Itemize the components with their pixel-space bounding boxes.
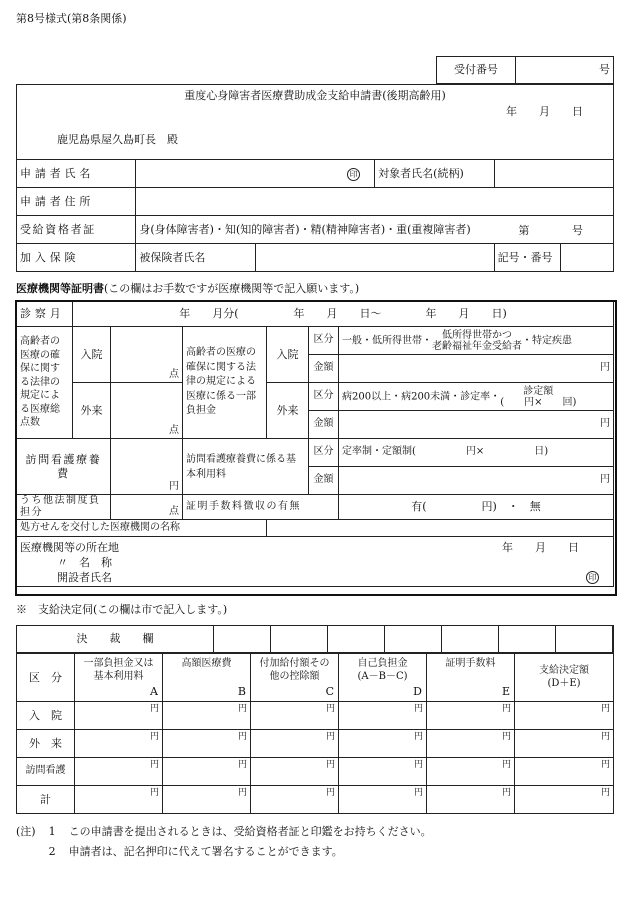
visit-nursing-label: 訪問看護療養費 [17,439,111,495]
amount-cell[interactable] [163,730,251,758]
col-c-letter: C [325,685,334,699]
yen-unit: 円 [413,788,423,798]
receipt-box [436,56,614,84]
addressee: 鹿児島県屋久島町長 殿 [57,133,178,146]
col-d [339,654,427,702]
col-f-line2: (D＋E) [547,677,581,689]
inpatient-kubun-c: ・特定疾患 [522,335,572,346]
institution-name-label: 〃 名 称 [57,556,112,569]
decision-mark: ※ [16,603,27,616]
applicant-address-field[interactable] [136,188,614,216]
institution-seal [586,570,599,584]
applicant-name-label: 申請者氏名 [17,160,136,188]
amount-cell[interactable] [75,758,163,786]
amount-cell[interactable] [427,730,515,758]
amount-cell[interactable] [75,786,163,814]
col-d-letter: D [413,685,422,699]
table-row [17,786,614,814]
ruling-cell[interactable] [442,626,499,653]
amount-cell[interactable] [163,786,251,814]
col-f-line1: 支給決定額 [539,665,589,676]
points-unit: 点 [169,424,179,436]
outpatient-points-field[interactable] [111,383,183,439]
yen-unit: 円 [413,732,423,742]
symbol-number-cell[interactable] [494,244,613,272]
prescription-label: 処方せんを交付した医療機関の名称 [17,520,267,537]
cert-types: 身(身体障害者)・知(知的障害者)・精(精神障害者)・重(重複障害者) [139,222,471,236]
col-c-line2: 他の控除額 [269,670,320,682]
amount-cell[interactable] [339,702,427,730]
application-table [16,84,614,272]
amount-cell[interactable] [251,758,339,786]
yen-unit: 円 [600,732,610,742]
col-f [515,654,614,702]
application-header [17,85,614,160]
medical-heading-note: (この欄はお手数ですが医療機関等で記入願います。) [104,282,360,295]
amount-cell[interactable] [251,730,339,758]
cert-fee-field[interactable]: 有( 円) ・ 無 [339,495,614,520]
col-e-letter: E [501,685,510,699]
inpatient-label: 入院 [73,327,111,383]
receipt-label: 受付番号 [437,57,516,84]
yen-unit: 円 [325,788,335,798]
amount-label: 金額 [309,411,339,439]
yen-unit: 円 [600,760,610,770]
visit-amount-field[interactable] [339,467,614,495]
seal-icon: 印 [586,571,599,584]
amount-cell[interactable] [339,730,427,758]
row-label: 訪問看護 [17,758,75,786]
subject-name-label: 対象者氏名(続柄) [375,160,494,188]
points-unit: 点 [169,368,179,380]
outpatient-label: 外来 [73,383,111,439]
subject-name-field[interactable] [494,160,613,188]
kubun-label: 区分 [309,383,339,411]
amount-cell[interactable] [515,730,614,758]
outpatient-kubun: 病200以上・病200未満・診定率・ [342,391,501,402]
col-c [251,654,339,702]
ruling-label: 決 裁 欄 [17,626,214,653]
decision-table [16,653,614,814]
amount-cell[interactable] [251,786,339,814]
note-num: 2 [48,845,56,858]
visit-nursing-basic-label: 訪問看護療養費に係る基本利用料 [183,439,309,495]
row-label: 外 来 [17,730,75,758]
applicant-address-label: 申請者住所 [17,188,136,216]
row-label: 入 院 [17,702,75,730]
yen-unit: 円 [413,760,423,770]
col-e [427,654,515,702]
medical-table [16,301,614,587]
other-law-label: うち他法制度負担分 [17,495,111,520]
notes-prefix: (注) [16,825,36,838]
inpatient-amount-field[interactable] [339,355,614,383]
yen-unit: 円 [149,760,159,770]
ruling-cell[interactable] [499,626,556,653]
medical-heading-row [16,283,359,294]
decision-heading: 支給決定伺 [38,603,93,616]
fixed-amount-formula: ( 円× 回) [500,396,577,408]
cert-fee-label: 証明手数料徴収の有無 [183,495,339,520]
col-b [163,654,251,702]
ruling-cell[interactable] [556,626,613,653]
cert-no-prefix: 第 [518,224,530,237]
amount-cell[interactable] [163,758,251,786]
table-row [17,758,614,786]
yen-unit: 円 [501,760,511,770]
cert-label: 受給資格者証 [17,216,136,244]
inpatient-points-field[interactable] [111,327,183,383]
application-date[interactable]: 年 月 日 [506,105,583,118]
amount-cell[interactable] [515,758,614,786]
col-a [75,654,163,702]
col-b-letter: B [237,685,246,699]
insured-name-field[interactable] [255,244,494,272]
decision-heading-row [16,604,227,615]
symbol-number-label: 記号・番号 [497,250,553,264]
yen-unit: 円 [600,362,610,374]
yen-unit: 円 [501,704,511,714]
table-row [17,702,614,730]
col-c-line1: 付加給付額その [259,658,330,669]
amount-cell[interactable] [339,786,427,814]
application-title: 重度心身障害者医療費助成金支給申請書(後期高齢用) [184,89,446,102]
amount-label: 金額 [309,467,339,495]
insured-name-label: 被保険者氏名 [136,244,255,272]
note-num: 1 [48,825,56,838]
yen-unit: 円 [237,704,247,714]
cert-field[interactable] [136,216,614,244]
decision-heading-note: (この欄は市で記入します。) [93,603,228,616]
inpatient-kubun-b2: 老齢福祉年金受給者 [432,340,522,352]
outpatient-amount-field[interactable] [339,411,614,439]
medical-heading: 医療機関等証明書 [16,282,104,295]
cert-no-suffix: 号 [572,224,583,237]
amount-cell[interactable] [427,702,515,730]
yen-unit: 円 [600,704,610,714]
form-number: 第8号様式(第8条関係) [16,12,127,25]
month-label: 診察月 [17,302,73,327]
amount-cell[interactable] [427,758,515,786]
copay-label: 高齢者の医療の確保に関する法律の規定による医療に係る一部負担金 [183,327,267,439]
col-a-letter: A [150,685,158,699]
visit-kubun-field[interactable]: 定率制・定額制( 円× 日) [339,439,614,467]
yen-unit: 円 [149,704,159,714]
ruling-cell[interactable] [613,626,614,653]
ruling-cell[interactable] [214,626,271,653]
kubun-label: 区分 [309,327,339,355]
yen-unit: 円 [413,704,423,714]
yen-unit: 円 [237,788,247,798]
table-row [17,730,614,758]
amount-cell[interactable] [427,786,515,814]
seal-icon: 印 [347,168,360,181]
col-kubun: 区 分 [17,654,75,702]
col-a-line1: 一部負担金又は [83,658,154,669]
founder-label: 開設者氏名 [57,571,112,584]
visit-nursing-field[interactable] [111,439,183,495]
amount-cell[interactable] [75,730,163,758]
inpatient-kubun-b1: 低所得世帯かつ [442,329,512,341]
yen-unit: 円 [325,704,335,714]
note-1 [16,826,432,837]
outpatient-kubun-field[interactable] [339,383,614,411]
yen-unit: 円 [237,760,247,770]
other-law-field[interactable] [111,495,183,520]
yen-unit: 円 [149,732,159,742]
institution-block[interactable] [17,537,614,587]
inpatient-kubun-a: 一般・低所得世帯・ [342,335,432,346]
institution-date[interactable]: 年 月 日 [502,541,579,554]
row-label: 計 [17,786,75,814]
note-2 [16,846,343,857]
yen-unit: 円 [600,788,610,798]
yen-unit: 円 [600,474,610,486]
amount-cell[interactable] [75,702,163,730]
col-d-line1: 自己負担金 [357,658,408,669]
elderly-points-label: 高齢者の医療の確保に関する法律の規定による医療総点数 [17,327,73,439]
applicant-name-field[interactable] [136,160,375,188]
amount-cell[interactable] [339,758,427,786]
yen-unit: 円 [600,418,610,430]
ruling-cell[interactable] [271,626,328,653]
institution-address-label: 医療機関等の所在地 [20,541,119,554]
yen-unit: 円 [169,480,179,492]
yen-unit: 円 [237,732,247,742]
note-text: この申請書を提出されるときは、受給資格者証と印鑑をお持ちください。 [68,825,432,838]
note-text: 申請者は、記名押印に代えて署名することができます。 [68,845,343,858]
col-d-line2: (A－B－C) [357,670,408,682]
receipt-number-field[interactable] [516,57,614,84]
amount-label: 金額 [309,355,339,383]
yen-unit: 円 [325,760,335,770]
yen-unit: 円 [501,732,511,742]
ruling-table [16,625,614,653]
month-field[interactable]: 年 月分( 年 月 日～ 年 月 日) [73,302,614,327]
col-a-line2: 基本利用料 [93,670,144,682]
col-b-label: 高額医療費 [181,658,232,669]
amount-cell[interactable] [163,702,251,730]
col-e-label: 証明手数料 [445,658,496,669]
copay-inpatient-label: 入院 [267,327,309,383]
kubun-label: 区分 [309,439,339,467]
points-unit: 点 [169,505,179,517]
inpatient-kubun-field[interactable] [339,327,614,355]
insurance-label: 加入保険 [17,244,136,272]
yen-unit: 円 [149,788,159,798]
amount-cell[interactable] [515,786,614,814]
receipt-suffix: 号 [599,63,610,77]
yen-unit: 円 [501,788,511,798]
yen-unit: 円 [325,732,335,742]
prescription-field[interactable] [267,520,614,537]
ruling-cell[interactable] [328,626,385,653]
amount-cell[interactable] [515,702,614,730]
ruling-cell[interactable] [385,626,442,653]
fixed-amount-label: 診定額 [523,385,554,397]
copay-outpatient-label: 外来 [267,383,309,439]
amount-cell[interactable] [251,702,339,730]
